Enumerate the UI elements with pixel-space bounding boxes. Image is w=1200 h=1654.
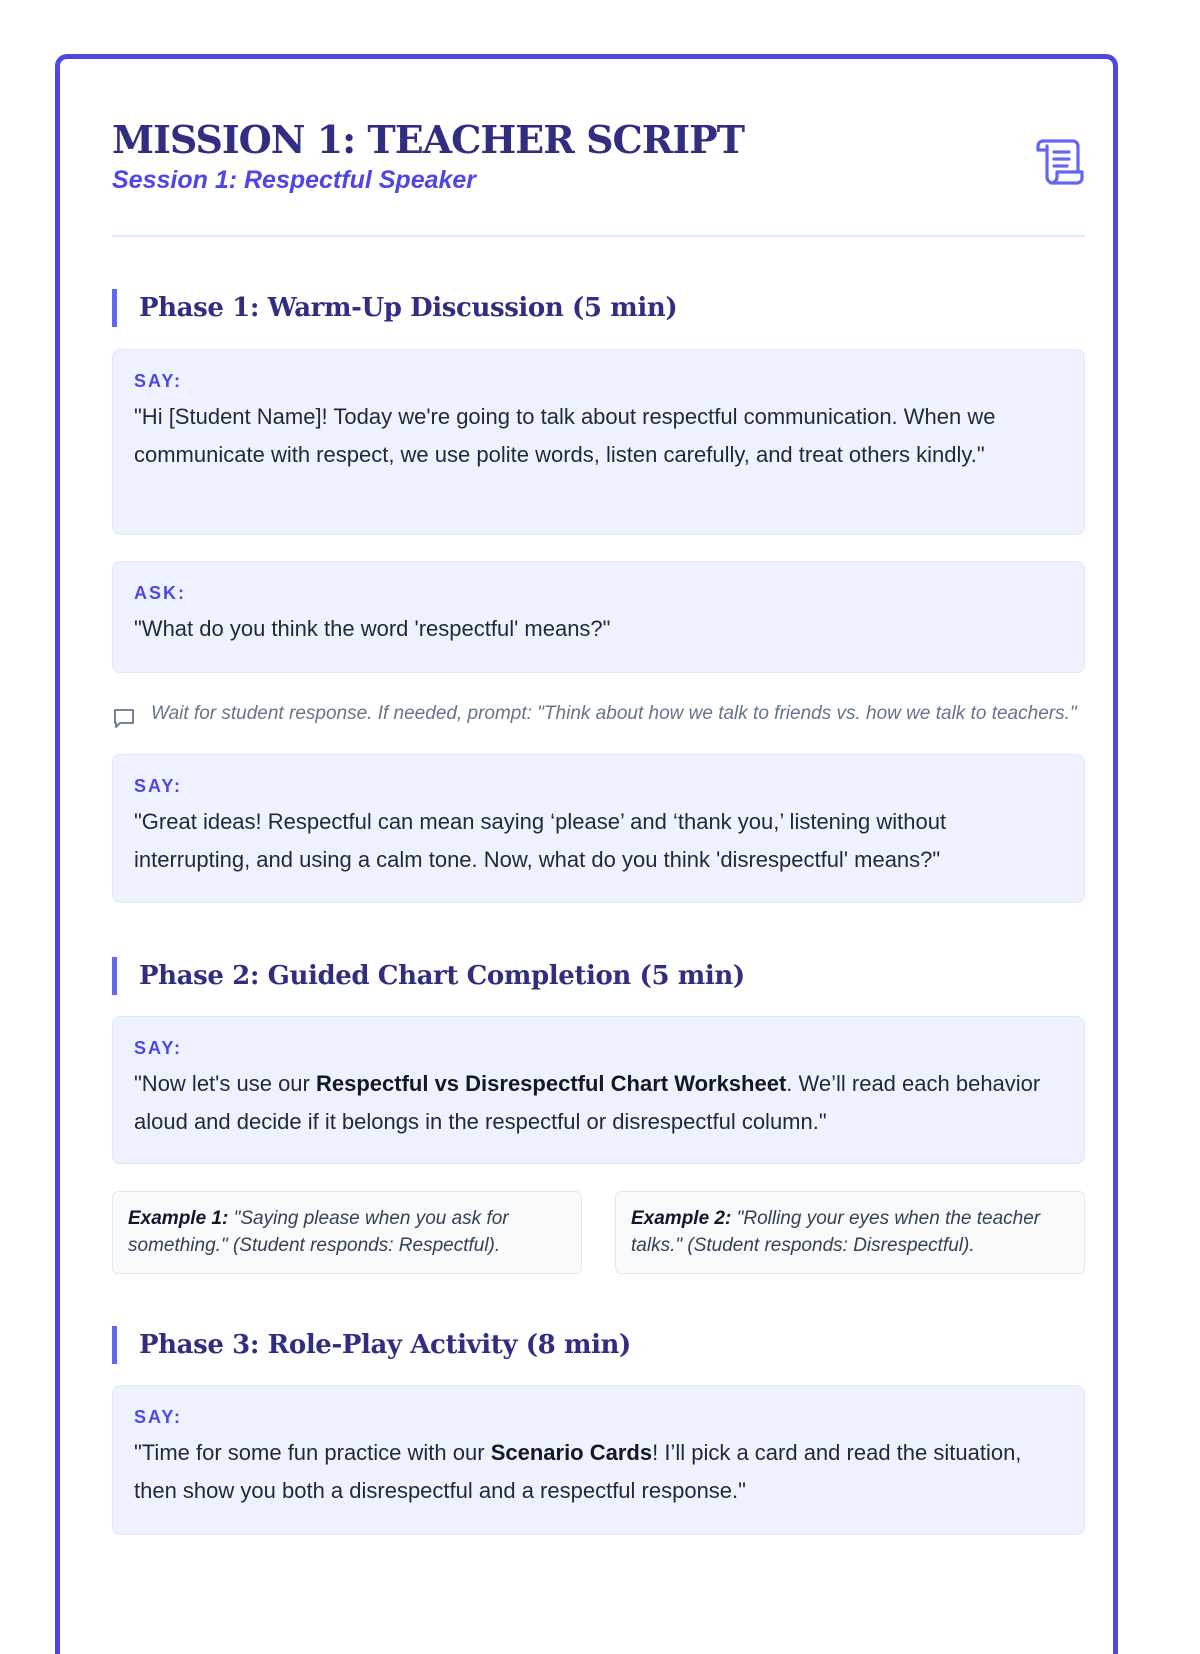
teacher-note [112,700,1085,727]
say-tag: SAY: [134,1407,183,1427]
say-tag: SAY: [134,1038,183,1058]
example-label: Example 1: [128,1208,229,1229]
worksheet-name: Respectful vs Disrespectful Chart Worksheet [315,1071,787,1096]
say-box [112,349,1085,535]
say-text: "Great ideas! Respectful can mean saying ‘please’ and ‘thank you,’ listening without interrupting, and using a calm tone. Now, what do you think 'disrespectful' means?" [134,809,947,872]
example-card [615,1191,1085,1274]
page-title: MISSION 1: TEACHER SCRIPT [112,117,744,162]
say-box [112,754,1085,903]
say-box [112,1385,1085,1535]
scenario-cards-name: Scenario Cards [490,1440,653,1465]
say-tag: SAY: [134,776,183,796]
say-tag: SAY: [134,371,183,391]
say-text: "Now let's use our Respectful vs Disrespectful Chart Worksheet. We’ll read each behavior aloud and decide if it belongs in the respectful or disrespectful column." [134,1071,1041,1134]
phase-3-heading: Phase 3: Role-Play Activity (8 min) [112,1326,1085,1364]
page-header [112,117,1085,237]
say-box [112,1016,1085,1164]
example-card [112,1191,582,1274]
note-text: Wait for student response. If needed, prompt: "Think about how we talk to friends vs. how we talk to teachers." [151,703,1077,724]
script-card [55,54,1118,1654]
ask-text: "What do you think the word 'respectful' means?" [134,616,611,641]
examples-row [112,1191,1085,1274]
phase-1-heading: Phase 1: Warm-Up Discussion (5 min) [112,289,1085,327]
example-label: Example 2: [631,1208,732,1229]
ask-tag: ASK: [134,583,186,603]
example-text: "Saying please when you ask for something." (Student responds: Respectful). [128,1208,509,1256]
ask-box [112,561,1085,673]
say-text: "Time for some fun practice with our Scenario Cards! I’ll pick a card and read the situation, then show you both a disrespectful and a respectful response." [134,1440,1022,1503]
example-text: "Rolling your eyes when the teacher talks." (Student responds: Disrespectful). [631,1208,1041,1256]
say-text: "Hi [Student Name]! Today we're going to talk about respectful communication. When we communicate with respect, we use polite words, listen carefully, and treat others kindly." [134,404,996,467]
scroll-icon [1033,135,1085,187]
phase-2-heading: Phase 2: Guided Chart Completion (5 min) [112,957,1085,995]
chat-bubble-icon [112,706,136,730]
session-subtitle: Session 1: Respectful Speaker [112,166,477,194]
